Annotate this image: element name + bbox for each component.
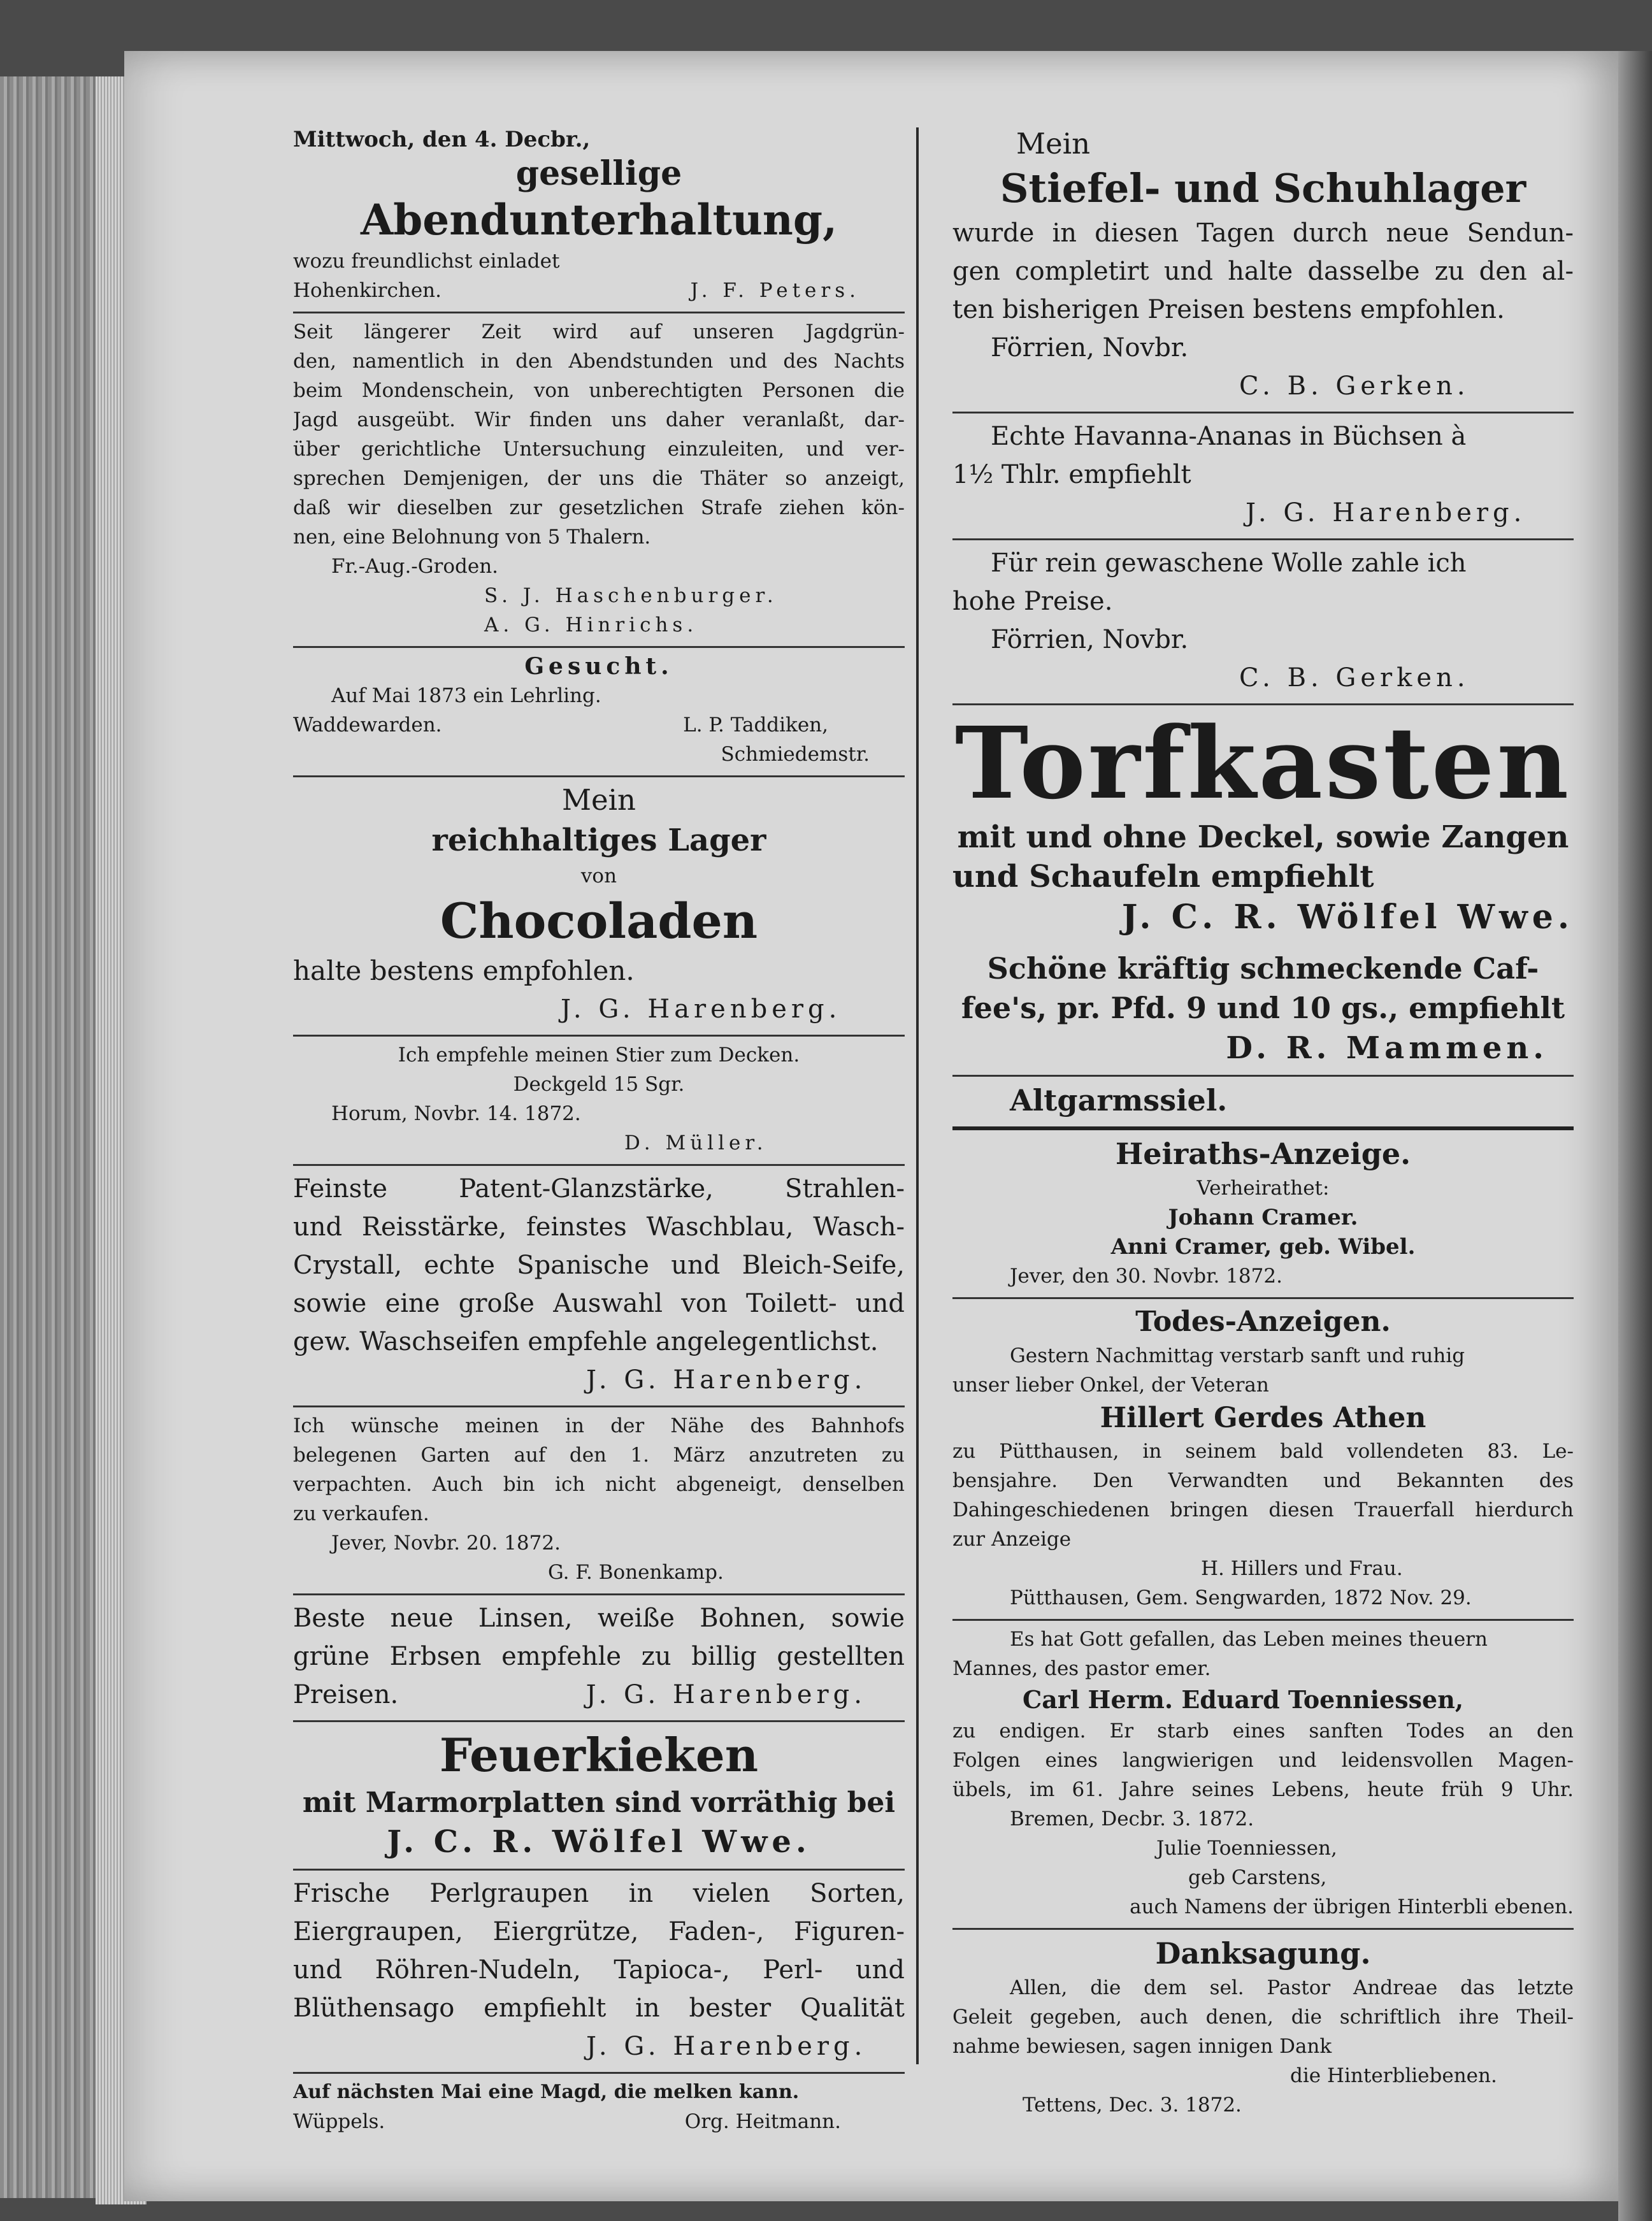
page-edge-shadow <box>1618 51 1652 2221</box>
ad-text-line: bensjahre. Den Verwandten und Bekannten des <box>952 1469 1574 1492</box>
ad-text-line: Allen, die dem sel. Pastor Andreae das letzte <box>1010 1976 1574 1999</box>
ad-signature-row <box>293 710 905 740</box>
ad-text: hohe Preise. <box>952 587 1113 616</box>
ad-text-line: Ich wünsche meinen in der Nähe des Bahnhofs <box>293 1414 905 1437</box>
ad-text: Es hat Gott gefallen, das Leben meines theuern <box>1010 1628 1488 1651</box>
ad-headline: Feuerkieken <box>439 1728 759 1782</box>
ad-signer: J. G. Harenberg. <box>585 1680 866 1709</box>
ad-text-line: zu endigen. Er starb eines sanften Todes an den <box>952 1720 1574 1743</box>
ad-title: Danksagung. <box>1155 1936 1371 1971</box>
ad-text-line: Seit längerer Zeit wird auf unseren Jagdgrün- <box>293 320 905 343</box>
ad-text-line: Folgen eines langwierigen und leidensvollen Magen- <box>952 1749 1574 1772</box>
ad-signer: J. G. Harenberg. <box>1246 498 1526 528</box>
ad-place: Horum, Novbr. 14. 1872. <box>331 1102 581 1125</box>
ad-text-line: Eiergraupen, Eiergrütze, Faden-, Figuren- <box>293 1917 905 1946</box>
ad-text-line: nen, eine Belohnung von 5 Thalern. <box>293 526 651 549</box>
ad-text: Auf nächsten Mai eine Magd, die melken kann. <box>293 2081 800 2103</box>
ad-signer: H. Hillers und Frau. <box>1201 1557 1403 1580</box>
ad-text-line: verpachten. Auch bin ich nicht abgeneigt, denselben <box>293 1473 905 1496</box>
ad-signer-title: Schmiedemstr. <box>721 743 870 766</box>
ad-text: Deckgeld 15 Sgr. <box>513 1073 685 1096</box>
ad-text-line: zu verkaufen. <box>293 1502 429 1525</box>
ad-text-line: wurde in diesen Tagen durch neue Sendun- <box>952 219 1574 248</box>
ad-text-line: ten bisherigen Preisen bestens empfohlen. <box>952 295 1505 324</box>
right-column <box>952 121 1574 2126</box>
ad-text-line: den, namentlich in den Abendstunden und des Nachts <box>293 350 905 373</box>
ad-title: Heiraths-Anzeige. <box>1115 1137 1411 1171</box>
ad-text: Ich empfehle meinen Stier zum Decken. <box>398 1044 800 1067</box>
ad-text: Mannes, des pastor emer. <box>952 1657 1211 1680</box>
ad-heirath <box>952 1130 1574 1299</box>
ad-text-line: nahme bewiesen, sagen innigen Dank <box>952 2035 1332 2058</box>
ad-signer: D. Müller. <box>624 1132 768 1154</box>
ad-headline: Torfkasten <box>954 709 1572 817</box>
ad-text: halte bestens empfohlen. <box>293 955 635 986</box>
ad-text-line: über gerichtliche Untersuchung einzuleiten, und ver- <box>293 438 905 461</box>
ad-headline: Chocoladen <box>440 893 758 949</box>
ad-text: 1½ Thlr. empfiehlt <box>952 460 1191 489</box>
ad-altgarmssiel <box>952 1077 1574 1130</box>
ad-signer: L. P. Taddiken, <box>683 714 828 737</box>
ad-text-line: Blüthensago empfiehlt in bester Qualität <box>293 1994 905 2023</box>
ad-place: Wüppels. <box>293 2110 385 2133</box>
ad-place: Waddewarden. <box>293 714 442 737</box>
ad-perlgraupen <box>293 1871 905 2074</box>
ad-toenniessen <box>952 1621 1574 1930</box>
ad-text: Schöne kräftig schmeckende Caf- <box>987 951 1539 986</box>
ad-title: Gesucht. <box>524 653 673 680</box>
ad-place: Pütthausen, Gem. Sengwarden, 1872 Nov. 29. <box>1010 1586 1472 1609</box>
book-spine <box>0 76 96 2198</box>
ad-title: Todes-Anzeigen. <box>1135 1305 1391 1338</box>
ad-name: Johann Cramer. <box>1168 1205 1358 1230</box>
ad-text: wozu freundlichst einladet <box>293 250 560 273</box>
ad-signer: Org. Heitmann. <box>684 2110 841 2133</box>
ad-signer: C. B. Gerken. <box>1239 371 1470 401</box>
ad-stier <box>293 1037 905 1166</box>
ad-signature-row <box>293 276 905 305</box>
ad-text-line: daß wir dieselben zur gesetzlichen Strafe ziehen kön- <box>293 496 905 519</box>
column-divider <box>916 127 919 2064</box>
ad-text-line: grüne Erbsen empfehle zu billig gestellten <box>293 1642 905 1671</box>
ad-text-line: gew. Waschseifen empfehle angelegentlichst. <box>293 1327 879 1356</box>
ad-text-line: Geleit gegeben, auch denen, die schriftlich ihre Theil- <box>952 2006 1574 2029</box>
ad-text-line: zu Pütthausen, in seinem bald vollendeten 83. Le- <box>952 1440 1574 1463</box>
ad-text: fee's, pr. Pfd. 9 und 10 gs., empfiehlt <box>961 991 1565 1025</box>
ad-text-line: Frische Perlgraupen in vielen Sorten, <box>293 1879 905 1908</box>
ad-text-line: Feinste Patent-Glanzstärke, Strahlen- <box>293 1174 905 1204</box>
ad-chocoladen <box>293 777 905 1037</box>
ad-headline: Stiefel- und Schuhlager <box>1000 165 1526 212</box>
ad-date: Mittwoch, den 4. Decbr., <box>293 127 591 152</box>
ad-signer: Julie Toenniessen, <box>1156 1837 1337 1860</box>
ad-text-line: beim Mondenschein, von unberechtigten Personen die <box>293 379 905 402</box>
ad-text: Gestern Nachmittag verstarb sanft und ruhig <box>1010 1344 1465 1367</box>
ad-text-line: Jagd ausgeübt. Wir finden uns daher veranlaßt, dar- <box>293 408 905 431</box>
ad-text: und Schaufeln empfiehlt <box>952 859 1374 895</box>
ad-text-line: zur Anzeige <box>952 1528 1072 1551</box>
ad-text: reichhaltiges Lager <box>431 823 766 858</box>
ad-text-line: und Röhren-Nudeln, Tapioca-, Perl- und <box>293 1955 905 1985</box>
ad-place: Förrien, Novbr. <box>991 625 1189 654</box>
ad-text-line: belegenen Garten auf den 1. März anzutreten zu <box>293 1444 905 1467</box>
left-column <box>293 121 905 2143</box>
ad-magd <box>293 2074 905 2143</box>
ad-name: Carl Herm. Eduard Toenniessen, <box>1023 1685 1464 1714</box>
ad-feuerkieken <box>293 1722 905 1871</box>
ad-signer: G. F. Bonenkamp. <box>548 1561 724 1584</box>
ad-wolle <box>952 540 1574 705</box>
ad-signature-row <box>293 2107 905 2136</box>
ad-signer: S. J. Haschenburger. <box>484 584 778 607</box>
ad-linsen <box>293 1595 905 1722</box>
ad-signer: die Hinterbliebenen. <box>1290 2064 1497 2087</box>
ad-text: mit Marmorplatten sind vorräthig bei <box>302 1786 896 1819</box>
ad-text-line: Crystall, echte Spanische und Bleich-Seife, <box>293 1251 905 1280</box>
ad-name: Hillert Gerdes Athen <box>1100 1402 1426 1434</box>
ad-danksagung <box>952 1930 1574 2126</box>
ad-place: Fr.-Aug.-Groden. <box>331 555 499 578</box>
ad-text-line: sprechen Demjenigen, der uns die Thäter so anzeigt, <box>293 467 905 490</box>
ad-title: gesellige <box>515 155 682 193</box>
ad-text: Mein <box>1016 127 1091 161</box>
ad-signer: J. G. Harenberg. <box>586 1365 867 1395</box>
ad-abendunterhaltung <box>293 121 905 313</box>
ad-text: Auf Mai 1873 ein Lehrling. <box>331 684 601 707</box>
ad-place: Jever, Novbr. 20. 1872. <box>331 1532 561 1555</box>
ad-text-line: und Reisstärke, feinstes Waschblau, Wasch- <box>293 1212 905 1242</box>
ad-todes <box>952 1299 1574 1621</box>
ad-garten <box>293 1407 905 1595</box>
ad-signer: J. F. Peters. <box>690 279 860 302</box>
ad-text: von <box>580 865 617 888</box>
ad-signer: J. C. R. Wölfel Wwe. <box>1121 898 1574 937</box>
ad-text-line: gen completirt und halte dasselbe zu den al- <box>952 257 1574 286</box>
ad-signer: C. B. Gerken. <box>1239 663 1470 693</box>
ad-stiefel <box>952 121 1574 413</box>
ad-label: Verheirathet: <box>1196 1177 1330 1200</box>
ad-text: Echte Havanna-Ananas in Büchsen à <box>991 422 1467 451</box>
ad-torfkasten <box>952 705 1574 945</box>
ad-place: Bremen, Decbr. 3. 1872. <box>1010 1808 1254 1830</box>
ad-text: Für rein gewaschene Wolle zahle ich <box>991 549 1467 578</box>
ad-place: Altgarmssiel. <box>1010 1083 1228 1118</box>
ad-place: Tettens, Dec. 3. 1872. <box>1023 2094 1242 2117</box>
ad-text: unser lieber Onkel, der Veteran <box>952 1374 1269 1397</box>
ad-caffee <box>952 945 1574 1077</box>
ad-text: Mein <box>561 783 636 817</box>
ad-ananas <box>952 413 1574 540</box>
ad-text-line: übels, im 61. Jahre seines Lebens, heute früh 9 Uhr. <box>952 1778 1574 1801</box>
ad-signer: J. G. Harenberg. <box>561 995 842 1024</box>
ad-signer: A. G. Hinrichs. <box>484 614 698 636</box>
ad-place: Förrien, Novbr. <box>991 333 1189 363</box>
ad-text-line: Beste neue Linsen, weiße Bohnen, sowie <box>293 1604 905 1633</box>
ad-signer: J. C. R. Wölfel Wwe. <box>387 1824 811 1860</box>
ad-text: Preisen. <box>293 1680 399 1709</box>
ad-signer: geb Carstens, <box>1188 1866 1327 1889</box>
ad-signer: D. R. Mammen. <box>1226 1030 1548 1066</box>
ad-place: Jever, den 30. Novbr. 1872. <box>1010 1265 1282 1288</box>
ad-signer: J. G. Harenberg. <box>586 2032 867 2061</box>
ad-place: Hohenkirchen. <box>293 279 442 302</box>
ad-gesucht <box>293 648 905 777</box>
ad-jagd <box>293 313 905 648</box>
ad-staerke <box>293 1166 905 1407</box>
ad-signature-row <box>293 1676 905 1714</box>
ad-text-line: Dahingeschiedenen bringen diesen Trauerfall hierdurch <box>952 1499 1574 1521</box>
ad-headline: Abendunterhaltung, <box>360 195 838 245</box>
ad-text-line: sowie eine große Auswahl von Toilett- und <box>293 1289 905 1318</box>
ad-signer: auch Namens der übrigen Hinterbli ebenen. <box>1130 1895 1574 1918</box>
ad-text: mit und ohne Deckel, sowie Zangen <box>957 819 1569 855</box>
ad-name: Anni Cramer, geb. Wibel. <box>1110 1234 1416 1260</box>
